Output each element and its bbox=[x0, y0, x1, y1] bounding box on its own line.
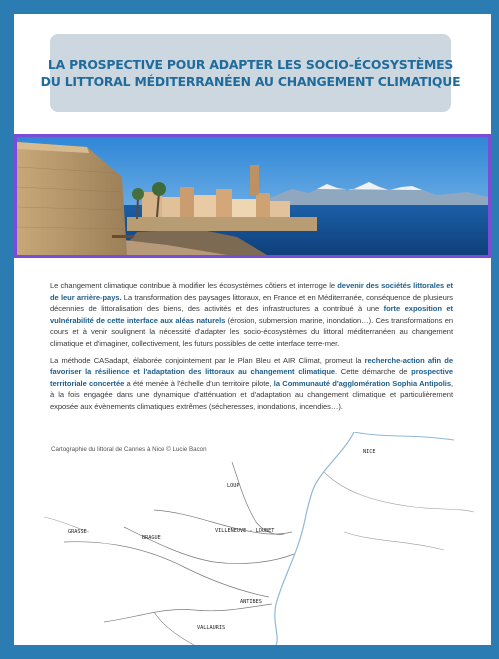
map-label-villeneuve: VILLENEUVE - LOUBET bbox=[215, 528, 275, 534]
coastline-north bbox=[354, 432, 454, 440]
coastline-map bbox=[44, 432, 474, 645]
map-label-brague: BRAGUE bbox=[142, 535, 161, 541]
river bbox=[344, 532, 444, 550]
map-caption: Cartographie du littoral de Cannes à Nice © Lucie Bacon bbox=[51, 446, 207, 453]
text-segment: La méthode CASadapt, élaborée conjointement par le Plan Bleu et AIR Climat, promeut la bbox=[50, 355, 365, 365]
river bbox=[104, 604, 272, 622]
page bbox=[14, 14, 491, 645]
page-title-line-2: DU LITTORAL MÉDITERRANÉEN AU CHANGEMENT CLIMATIQUE bbox=[40, 74, 461, 89]
river bbox=[154, 612, 194, 645]
coastline bbox=[275, 432, 354, 645]
text-segment: Le changement climatique contribue à modifier les écosystèmes côtiers et interroge le bbox=[50, 281, 338, 290]
river-loup bbox=[232, 462, 284, 535]
title-banner bbox=[40, 34, 461, 112]
text-segment: a été menée à l'échelle d'un territoire pilote, bbox=[124, 378, 274, 388]
article-body bbox=[50, 280, 453, 418]
map-label-vallauris: VALLAURIS bbox=[197, 625, 226, 631]
paragraph-method bbox=[50, 355, 453, 413]
map-label-antibes: ANTIBES bbox=[240, 599, 262, 605]
highlight-text: forte exposition et vulnérabilité de cette interface aux aléas naturels bbox=[50, 304, 453, 325]
text-segment: (érosion, submersion marine, inondation…). Ces transformations en cours et à venir soulignent la nécessité d'adapter les socio-écosystèmes du littoral méditerranéen au changement climatique et d'imaginer, collectivement, les futurs possibles de cette interface terre-mer. bbox=[50, 315, 454, 348]
highlight-text: devenir des sociétés littorales et de leur arrière-pays. bbox=[50, 281, 453, 302]
text-segment: . Cette démarche de bbox=[335, 367, 412, 377]
highlight-text: recherche-action afin de favoriser la résilience et l'adaptation des littoraux au changement climatique bbox=[50, 355, 453, 377]
river bbox=[64, 542, 269, 597]
map-label-loup: LOUP bbox=[227, 483, 240, 489]
map-label-grasse: GRASSE bbox=[68, 529, 87, 535]
coastal-town-photo bbox=[14, 134, 491, 258]
text-segment: La transformation des paysages littoraux, en France et en Méditerranée, conséquence de plusieurs décennies de littoralisation des biens, des activités et des infrastructures a contribué à une bbox=[50, 292, 454, 314]
paragraph-intro bbox=[50, 280, 453, 350]
map-label-nice: NICE bbox=[363, 449, 376, 455]
highlight-text: prospective territoriale concertée bbox=[50, 367, 453, 388]
coastal-town-illustration bbox=[17, 137, 488, 255]
page-title-line-1: LA PROSPECTIVE POUR ADAPTER LES SOCIO-ÉCOSYSTÈMES bbox=[47, 57, 454, 72]
text-segment: , à la fois engagée dans une dynamique d'atténuation et d'adaptation au changement climatique et particulièrement exposée aux évènements climatiques extrêmes (sécheresses, inondations, incendies…). bbox=[50, 378, 454, 411]
highlight-text: la Communauté d'agglomération Sophia Antipolis bbox=[273, 378, 451, 388]
river bbox=[324, 472, 474, 512]
